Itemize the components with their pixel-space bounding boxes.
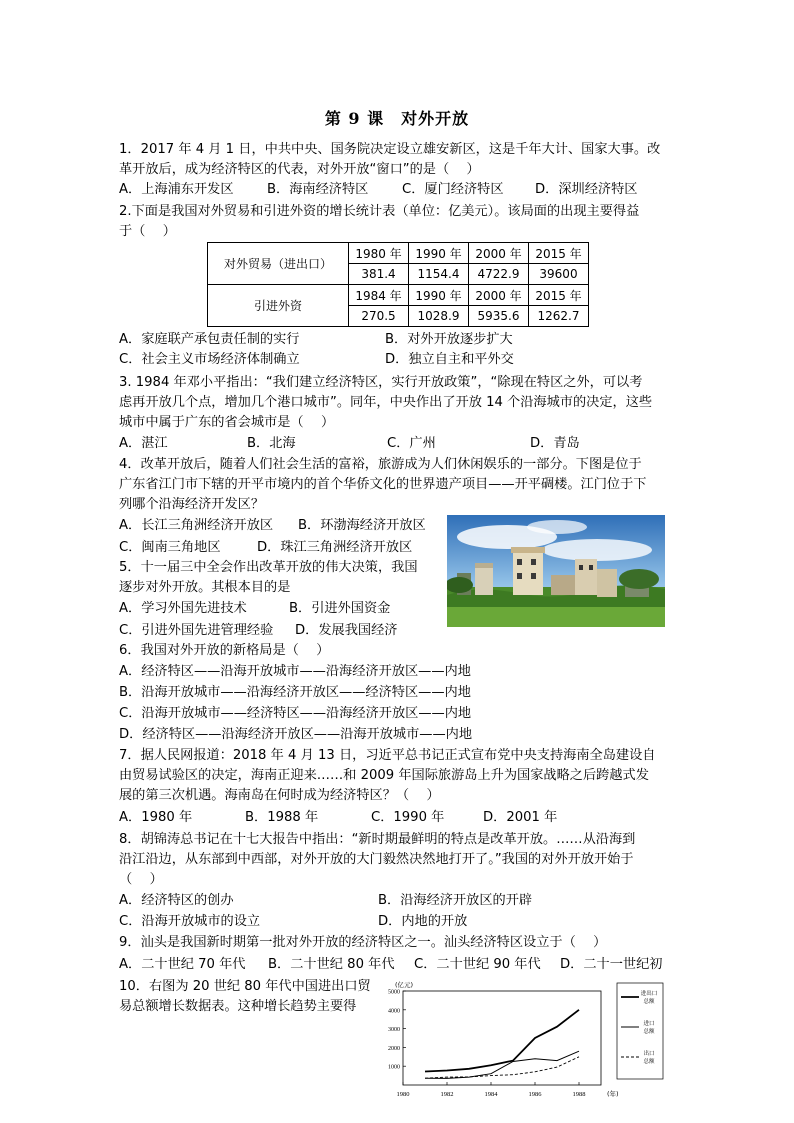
q7-option-b: B．1988 年 xyxy=(245,810,319,825)
q6-option-c: C．沿海开放城市——经济特区——沿海经济开放区——内地 xyxy=(119,706,472,721)
q5-option-a: A．学习外国先进技术 xyxy=(119,601,247,616)
q3-option-d: D．青岛 xyxy=(530,436,580,451)
table-cell: 39600 xyxy=(529,264,589,285)
q2-option-a: A．家庭联产承包责任制的实行 xyxy=(119,332,300,347)
q8-option-a: A．经济特区的创办 xyxy=(119,893,234,908)
q10-line2: 易总额增长数据表。这种增长趋势主要得 xyxy=(119,999,357,1014)
q4-option-c: C．闽南三角地区 xyxy=(119,540,221,555)
q3-option-a: A．湛江 xyxy=(119,436,168,451)
legend-label: 总额 xyxy=(643,1029,655,1035)
q7-option-d: D．2001 年 xyxy=(483,810,558,825)
q7-line2: 由贸易试验区的决定，海南正迎来……和 2009 年国际旅游岛上升为国家战略之后跨越式发 xyxy=(119,768,649,783)
legend-label: 进出口 xyxy=(640,991,658,997)
q8-option-d: D．内地的开放 xyxy=(378,914,468,929)
table-cell: 1980 年 xyxy=(349,243,409,264)
x-tick-label: 1980 xyxy=(396,1091,410,1098)
q2-option-d: D．独立自主和平外交 xyxy=(385,352,514,367)
q7-option-a: A．1980 年 xyxy=(119,810,193,825)
x-axis-label: (年) xyxy=(607,1090,619,1098)
kaiping-diaolou-photo xyxy=(447,515,665,627)
q8-option-b: B．沿海经济开放区的开辟 xyxy=(378,893,533,908)
table-cell: 1028.9 xyxy=(409,306,469,327)
q4-line1: 4．改革开放后，随着人们社会生活的富裕，旅游成为人们休闲娱乐的一部分。下图是位于 xyxy=(119,457,642,472)
q4-option-b: B．环渤海经济开放区 xyxy=(298,518,426,533)
q8-line3: （ ） xyxy=(119,872,163,887)
table-cell: 270.5 xyxy=(349,306,409,327)
table-row-label: 对外贸易（进出口） xyxy=(208,243,349,285)
q1-option-a: A．上海浦东开发区 xyxy=(119,182,234,197)
q4-option-d: D．珠江三角洲经济开放区 xyxy=(257,540,413,555)
table-cell: 1154.4 xyxy=(409,264,469,285)
q5-line1: 5．十一届三中全会作出改革开放的伟大决策，我国 xyxy=(119,560,418,575)
q10-line1: 10．右图为 20 世纪 80 年代中国进出口贸 xyxy=(119,979,371,994)
q2-line1: 2.下面是我国对外贸易和引进外资的增长统计表（单位：亿美元）。该局面的出现主要得益 xyxy=(119,204,640,219)
q3-line2: 虑再开放几个点，增加几个港口城市”。同年，中央作出了开放 14 个沿海城市的决定，这些 xyxy=(119,395,653,410)
table-row-label: 引进外资 xyxy=(208,285,349,327)
q9-option-a: A．二十世纪 70 年代 xyxy=(119,957,246,972)
q7-option-c: C．1990 年 xyxy=(371,810,445,825)
table-cell: 1984 年 xyxy=(349,285,409,306)
y-tick-label: 3000 xyxy=(388,1027,400,1034)
y-tick-label: 4000 xyxy=(388,1008,400,1015)
y-tick-label: 5000 xyxy=(388,989,400,996)
page-title: 第 9 课 对外开放 xyxy=(324,109,470,128)
q8-line1: 8．胡锦涛总书记在十七大报告中指出：“新时期最鲜明的特点是改革开放。……从沿海到 xyxy=(119,832,636,847)
q5-option-c: C．引进外国先进管理经验 xyxy=(119,623,274,638)
q3-option-b: B．北海 xyxy=(247,436,296,451)
trade-table xyxy=(207,242,589,327)
trade-growth-chart xyxy=(367,973,667,1103)
q3-option-c: C．广州 xyxy=(387,436,436,451)
diaolou-illustration xyxy=(447,515,665,627)
q4-line2: 广东省江门市下辖的开平市境内的首个华侨文化的世界遗产项目——开平碉楼。江门位于下 xyxy=(119,477,647,492)
q6-option-d: D．经济特区——沿海经济开放区——沿海开放城市——内地 xyxy=(119,727,473,742)
table-row xyxy=(208,243,589,264)
q4-line3: 列哪个沿海经济开发区？ xyxy=(119,497,265,512)
q2-option-b: B．对外开放逐步扩大 xyxy=(385,332,513,347)
table-cell: 1990 年 xyxy=(409,285,469,306)
legend-label: 进口 xyxy=(643,1021,655,1027)
q9-line1: 9．汕头是我国新时期第一批对外开放的经济特区之一。汕头经济特区设立于（ ） xyxy=(119,935,607,950)
q5-option-d: D．发展我国经济 xyxy=(295,623,398,638)
series-line-1 xyxy=(425,1010,579,1072)
q9-option-d: D．二十一世纪初 xyxy=(560,957,663,972)
q3-line1: 3. 1984 年邓小平指出：“我们建立经济特区，实行开放政策”，“除现在特区之外，可以考 xyxy=(119,375,643,390)
y-axis-label: (亿元) xyxy=(395,981,414,989)
q2-line2: 于（ ） xyxy=(119,224,176,239)
q8-line2: 沿江沿边，从东部到中西部，对外开放的大门毅然决然地打开了。”我国的对外开放开始于 xyxy=(119,852,634,867)
q7-line1: 7．据人民网报道：2018 年 4 月 13 日，习近平总书记正式宣布党中央支持海南全岛建设自 xyxy=(119,748,656,763)
table-cell: 2000 年 xyxy=(469,243,529,264)
x-tick-label: 1982 xyxy=(440,1091,454,1098)
q4-option-a: A．长江三角洲经济开放区 xyxy=(119,518,274,533)
q9-option-c: C．二十世纪 90 年代 xyxy=(414,957,541,972)
q8-option-c: C．沿海开放城市的设立 xyxy=(119,914,261,929)
table-cell: 2015 年 xyxy=(529,243,589,264)
q1-line1: 1．2017 年 4 月 1 日，中共中央、国务院决定设立雄安新区，这是千年大计、国家大事。改 xyxy=(119,142,661,157)
table-cell: 381.4 xyxy=(349,264,409,285)
q7-line3: 展的第三次机遇。海南岛在何时成为经济特区？（ ） xyxy=(119,788,440,803)
q5-line2: 逐步对外开放。其根本目的是 xyxy=(119,580,291,595)
legend-label: 总额 xyxy=(643,1059,655,1065)
q1-line2: 革开放后，成为经济特区的代表，对外开放“窗口”的是（ ） xyxy=(119,162,480,177)
q1-option-d: D．深圳经济特区 xyxy=(535,182,638,197)
table-cell: 2015 年 xyxy=(529,285,589,306)
q1-option-c: C．厦门经济特区 xyxy=(402,182,504,197)
q6-option-b: B．沿海开放城市——沿海经济开放区——经济特区——内地 xyxy=(119,685,471,700)
q6-line1: 6．我国对外开放的新格局是（ ） xyxy=(119,643,330,658)
table-row xyxy=(208,285,589,306)
table-cell: 5935.6 xyxy=(469,306,529,327)
legend-label: 出口 xyxy=(643,1051,655,1057)
q2-option-c: C．社会主义市场经济体制确立 xyxy=(119,352,300,367)
x-tick-label: 1988 xyxy=(572,1091,586,1098)
trade-growth-chart-svg xyxy=(367,973,667,1103)
y-tick-label: 2000 xyxy=(388,1045,400,1052)
table-cell: 2000 年 xyxy=(469,285,529,306)
q3-line3: 城市中属于广东的省会城市是（ ） xyxy=(119,415,335,430)
table-cell: 1262.7 xyxy=(529,306,589,327)
q5-option-b: B．引进外国资金 xyxy=(289,601,391,616)
q1-option-b: B．海南经济特区 xyxy=(267,182,369,197)
legend-label: 总额 xyxy=(643,999,655,1005)
q6-option-a: A．经济特区——沿海开放城市——沿海经济开放区——内地 xyxy=(119,664,471,679)
y-tick-label: 1000 xyxy=(388,1064,400,1071)
table-cell: 4722.9 xyxy=(469,264,529,285)
table-cell: 1990 年 xyxy=(409,243,469,264)
x-tick-label: 1984 xyxy=(484,1091,498,1098)
series-line-2 xyxy=(425,1051,579,1078)
x-tick-label: 1986 xyxy=(528,1091,542,1098)
q9-option-b: B．二十世纪 80 年代 xyxy=(268,957,395,972)
